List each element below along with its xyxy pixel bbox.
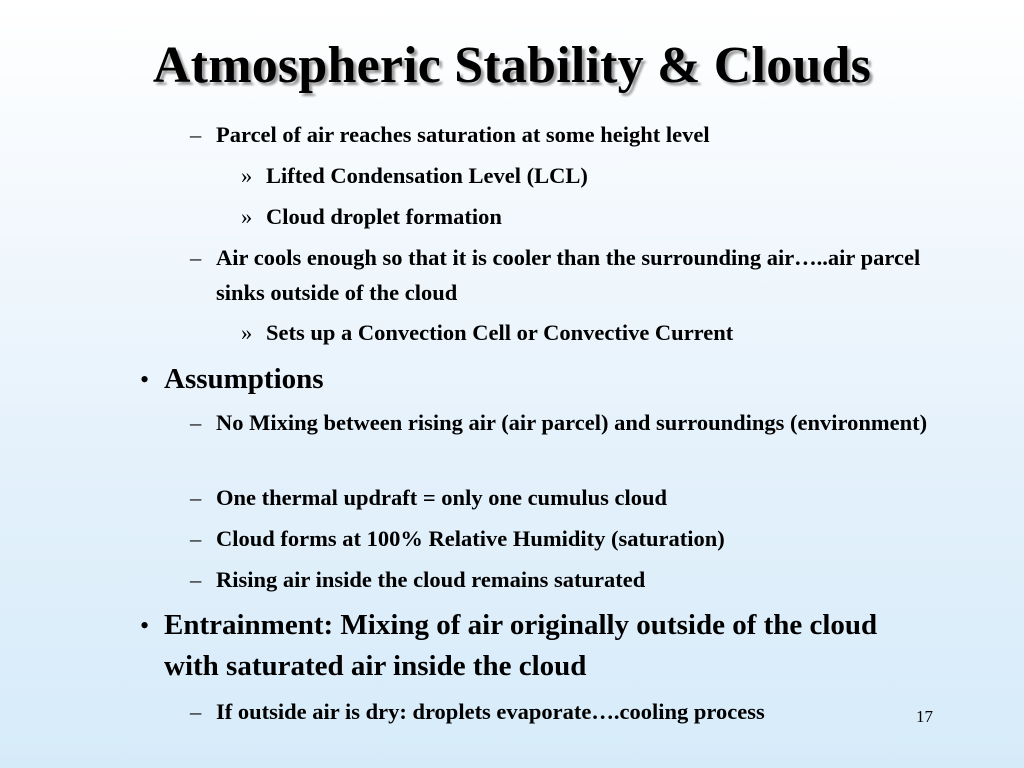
- sub-item-text: Cloud droplet formation: [266, 204, 502, 229]
- dash-marker: –: [190, 245, 202, 270]
- dash-marker: –: [190, 567, 202, 592]
- sub-item-convection: [241, 315, 941, 350]
- bullet-item-assumptions: [138, 359, 938, 400]
- bullet-item-text: Entrainment: Mixing of air originally outside of the cloud with saturated air inside the cloud: [164, 609, 878, 682]
- dash-item-text: One thermal updraft = only one cumulus cloud: [216, 485, 667, 510]
- dash-marker: –: [190, 526, 202, 551]
- chevron-marker: »: [241, 204, 253, 229]
- dash-item-rising-air: [190, 562, 950, 597]
- bullet-marker: •: [140, 365, 150, 394]
- dash-item-text: If outside air is dry: droplets evaporate….cooling process: [216, 699, 765, 724]
- dash-item-air-cools: [190, 240, 950, 310]
- sub-item-text: Sets up a Convection Cell or Convective Current: [266, 320, 734, 345]
- sub-item-text: Lifted Condensation Level (LCL): [266, 163, 588, 188]
- bullet-item-entrainment: [138, 605, 938, 687]
- bullet-marker: •: [140, 611, 150, 640]
- dash-item-updraft: [190, 480, 950, 515]
- dash-marker: –: [190, 699, 202, 724]
- dash-marker: –: [190, 122, 202, 147]
- sub-item-lcl: [241, 158, 941, 193]
- dash-item-text: Parcel of air reaches saturation at some height level: [216, 122, 710, 147]
- dash-item-no-mixing: [190, 405, 950, 440]
- page-number: 17: [916, 707, 933, 726]
- sub-item-droplet: [241, 199, 941, 234]
- dash-item-humidity: [190, 521, 950, 556]
- dash-item-saturation: [190, 117, 950, 152]
- slide-title: Atmospheric Stability & Clouds: [152, 37, 872, 94]
- dash-item-text: Rising air inside the cloud remains saturated: [216, 567, 646, 592]
- dash-item-dry-air: [190, 694, 950, 729]
- chevron-marker: »: [241, 320, 253, 345]
- dash-marker: –: [190, 410, 202, 435]
- bullet-item-text: Assumptions: [164, 363, 324, 395]
- dash-item-text: Cloud forms at 100% Relative Humidity (saturation): [216, 526, 725, 551]
- dash-item-text: Air cools enough so that it is cooler than the surrounding air…..air parcel sinks outside of the cloud: [216, 245, 921, 305]
- chevron-marker: »: [241, 163, 253, 188]
- dash-item-text: No Mixing between rising air (air parcel) and surroundings (environment): [216, 410, 928, 435]
- dash-marker: –: [190, 485, 202, 510]
